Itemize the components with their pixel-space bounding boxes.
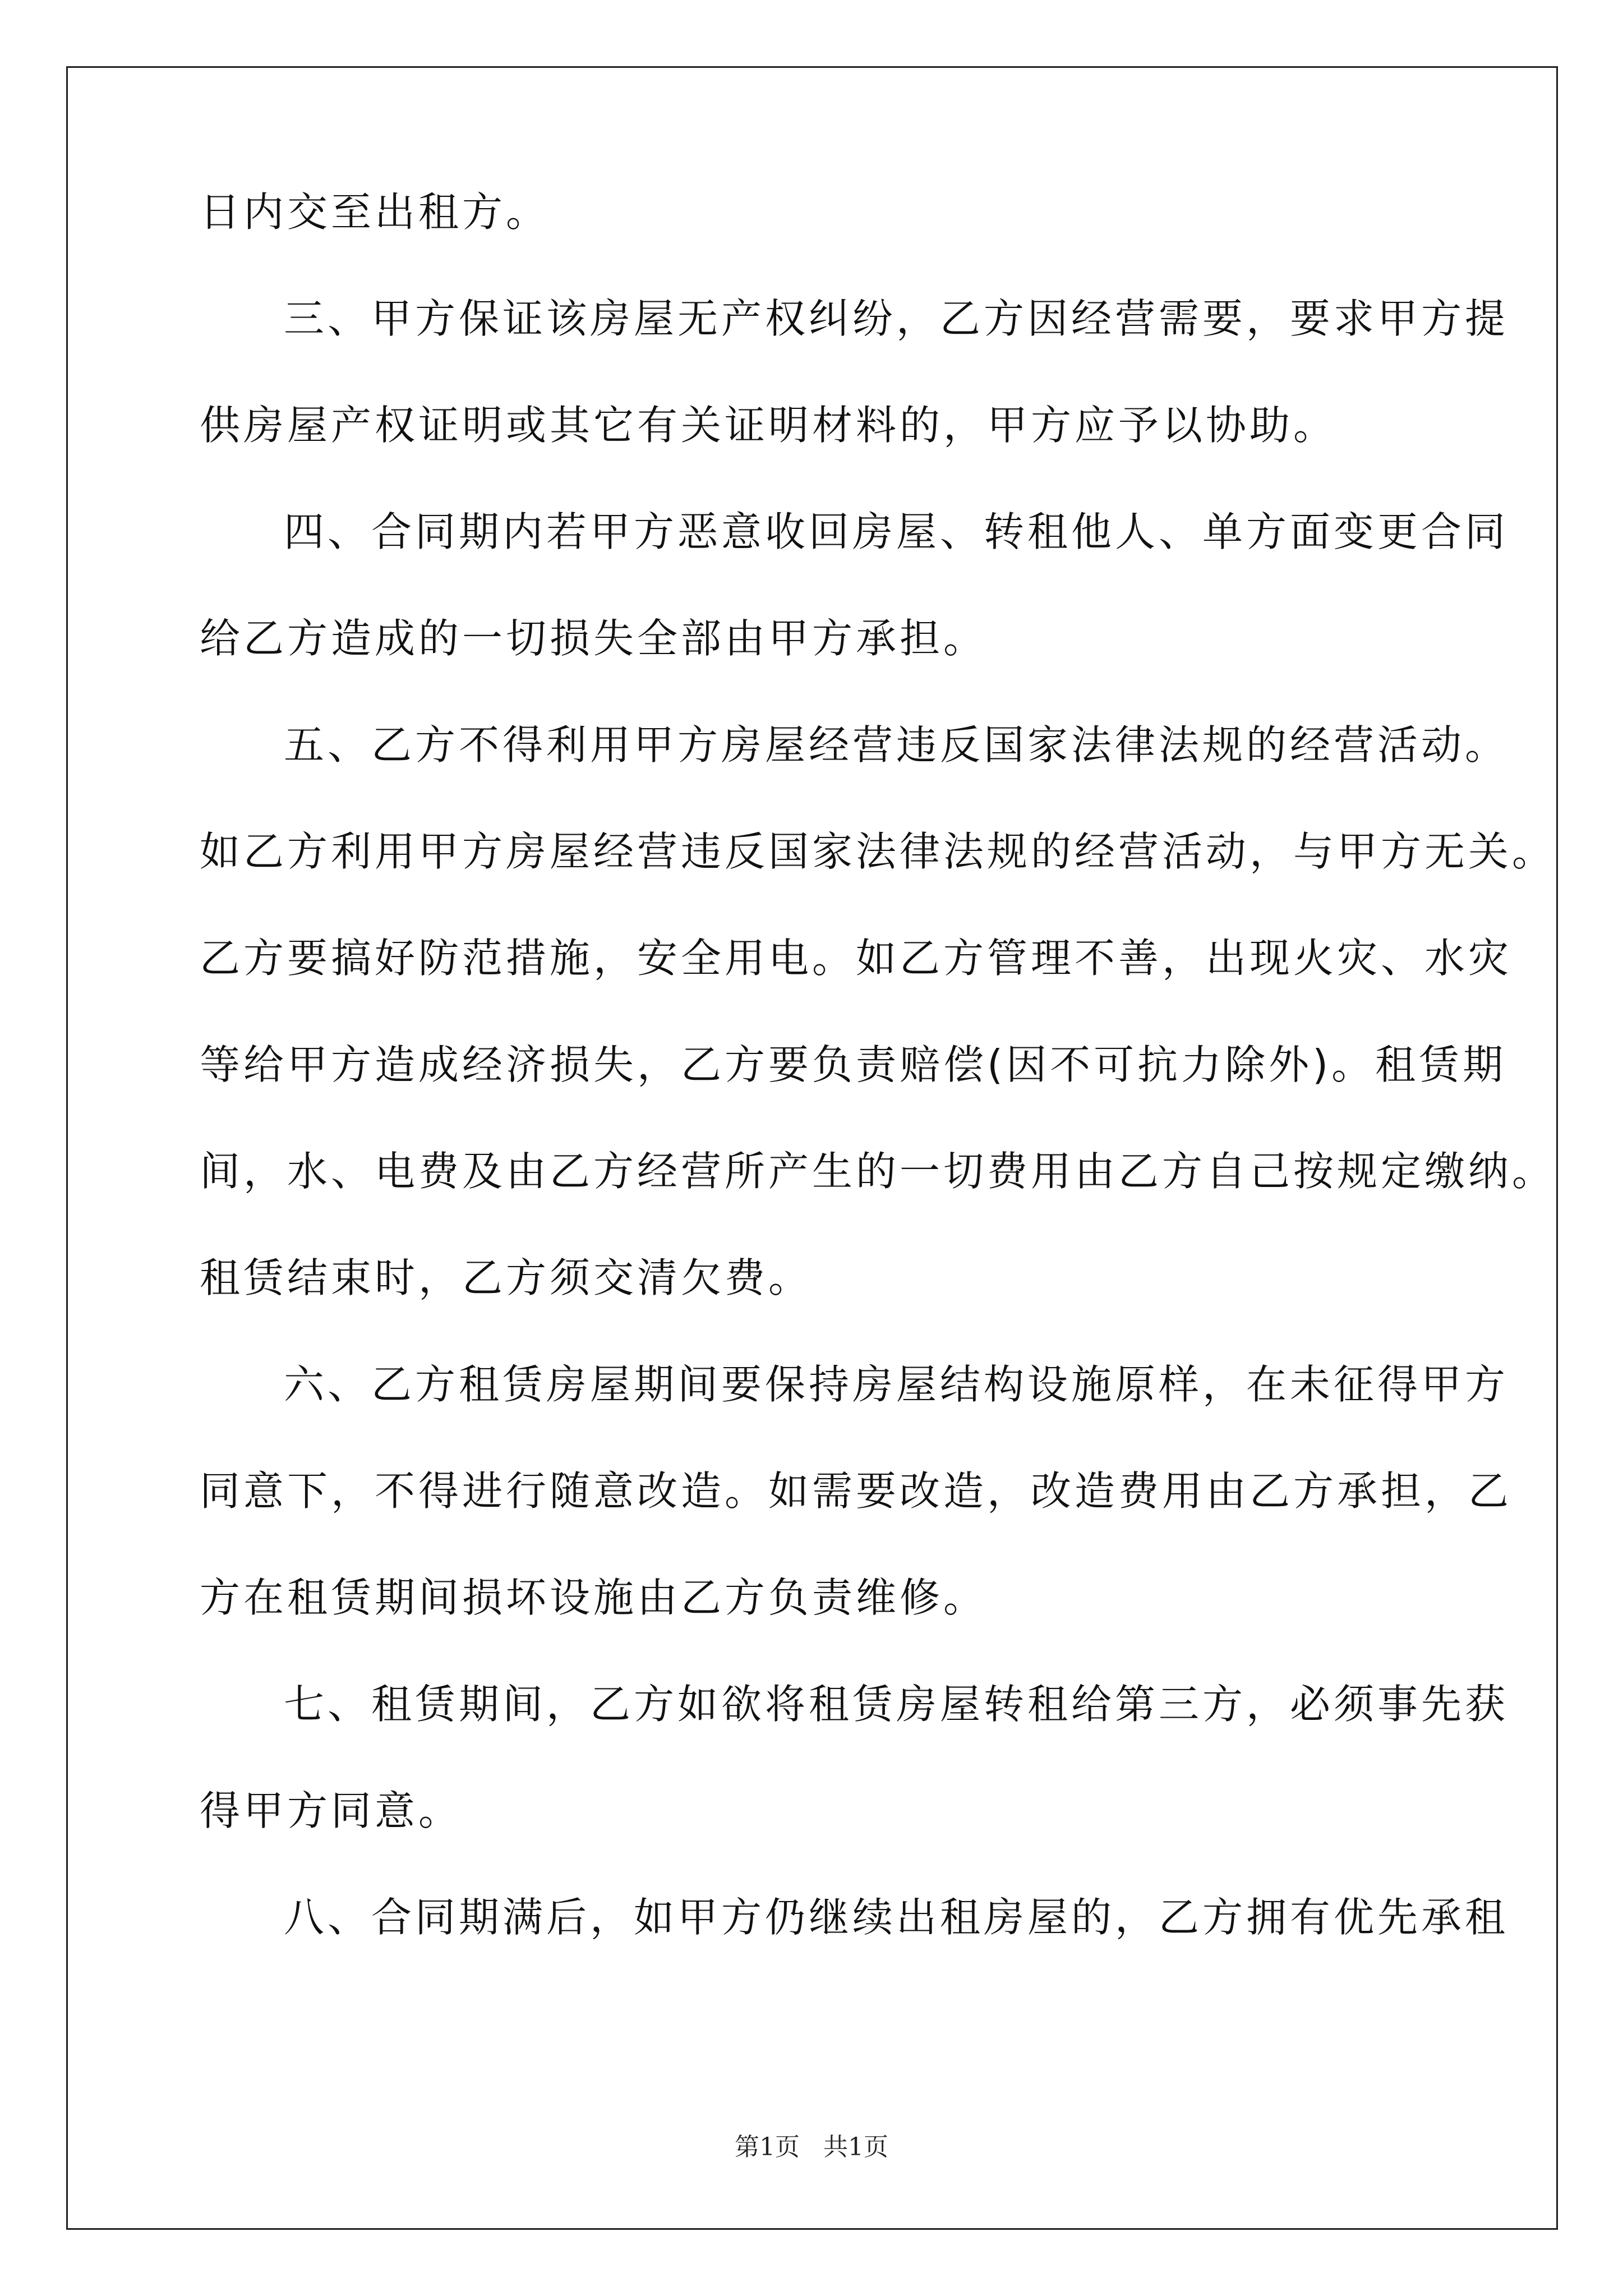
text-line: 八、合同期满后，如甲方仍继续出租房屋的，乙方拥有优先承租 <box>284 1894 1509 1941</box>
text-line: 乙方要搞好防范措施，安全用电。如乙方管理不善，出现火灾、水灾 <box>200 935 1513 982</box>
text-line: 五、乙方不得利用甲方房屋经营违反国家法律法规的经营活动。 <box>284 721 1509 769</box>
text-line: 租赁结束时，乙方须交清欠费。 <box>200 1254 813 1301</box>
page-footer <box>0 2132 1623 2163</box>
text-line: 间，水、电费及由乙方经营所产生的一切费用由乙方自己按规定缴纳。 <box>200 1148 1556 1195</box>
page-number: 第1页 <box>735 2133 800 2161</box>
text-line: 等给甲方造成经济损失，乙方要负责赔偿(因不可抗力除外)。租赁期 <box>200 1041 1507 1088</box>
text-line: 日内交至出租方。 <box>200 188 550 236</box>
text-line: 如乙方利用甲方房屋经营违反国家法律法规的经营活动，与甲方无关。 <box>200 828 1556 875</box>
page-total: 共1页 <box>823 2133 888 2161</box>
text-line: 供房屋产权证明或其它有关证明材料的，甲方应予以协助。 <box>200 402 1338 449</box>
text-line: 三、甲方保证该房屋无产权纠纷，乙方因经营需要，要求甲方提 <box>284 295 1509 342</box>
text-line: 给乙方造成的一切损失全部由甲方承担。 <box>200 615 988 662</box>
text-line: 同意下，不得进行随意改造。如需要改造，改造费用由乙方承担，乙 <box>200 1467 1513 1515</box>
text-line: 四、合同期内若甲方恶意收回房屋、转租他人、单方面变更合同 <box>284 508 1509 555</box>
text-line: 七、租赁期间，乙方如欲将租赁房屋转租给第三方，必须事先获 <box>284 1681 1509 1728</box>
text-line: 得甲方同意。 <box>200 1787 463 1834</box>
text-line: 六、乙方租赁房屋期间要保持房屋结构设施原样，在未征得甲方 <box>284 1361 1509 1408</box>
text-line: 方在租赁期间损坏设施由乙方负责维修。 <box>200 1574 988 1621</box>
